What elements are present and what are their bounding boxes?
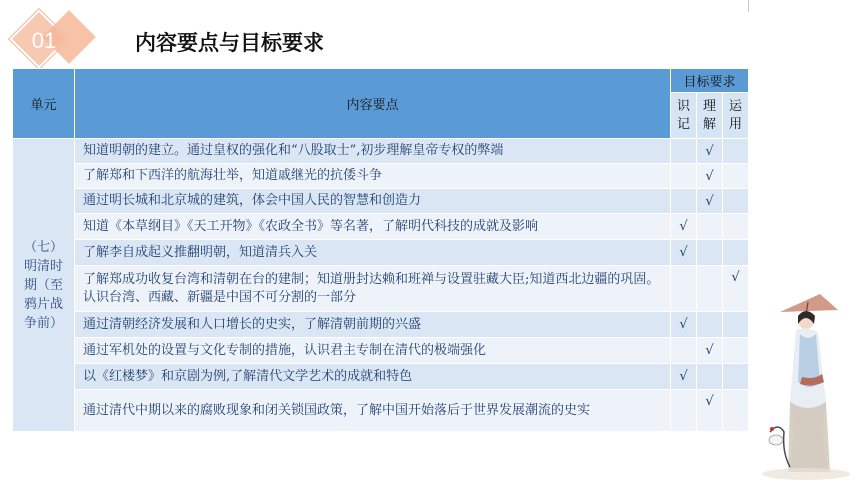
- mark-yunyong: [723, 338, 749, 364]
- table-row: [13, 164, 749, 189]
- table-row: [13, 240, 749, 266]
- mark-lijie: [697, 214, 723, 240]
- mark-shiji: √: [671, 240, 697, 266]
- mark-shiji: [671, 139, 697, 164]
- header-level-shiji: 识记: [671, 93, 697, 139]
- mark-lijie: √: [697, 164, 723, 189]
- page-title: 内容要点与目标要求: [135, 31, 324, 55]
- content-cell: 通过明长城和北京城的建筑，体会中国人民的智慧和创造力: [75, 189, 671, 214]
- content-cell: 了解郑和下西洋的航海壮举，知道戚继光的抗倭斗争: [75, 164, 671, 189]
- mark-shiji: √: [671, 364, 697, 390]
- mark-shiji: √: [671, 312, 697, 338]
- table-row: [13, 214, 749, 240]
- mark-yunyong: [723, 312, 749, 338]
- table-row: [13, 312, 749, 338]
- content-cell: 知道明朝的建立。通过皇权的强化和“八股取士”,初步理解皇帝专权的弊端: [75, 139, 671, 164]
- mark-shiji: [671, 266, 697, 312]
- mark-lijie: √: [697, 390, 723, 432]
- table-row: [13, 364, 749, 390]
- mark-yunyong: [723, 189, 749, 214]
- unit-label: （七）明清时期（至鸦片战争前）: [13, 139, 75, 432]
- content-cell: 通过军机处的设置与文化专制的措施，认识君主专制在清代的极端强化: [75, 338, 671, 364]
- header-goal: 目标要求: [671, 69, 749, 93]
- content-cell: 通过清代中期以来的腐败现象和闭关锁国政策，了解中国开始落后于世界发展潮流的史实: [75, 390, 671, 432]
- mark-yunyong: √: [723, 266, 749, 312]
- decorative-lady-figure-illustration: [760, 282, 852, 482]
- content-cell: 了解李自成起义推翻明朝，知道清兵入关: [75, 240, 671, 266]
- table-row: [13, 266, 749, 312]
- header-level-lijie: 理解: [697, 93, 723, 139]
- mark-lijie: [697, 312, 723, 338]
- content-cell: 以《红楼梦》和京剧为例,了解清代文学艺术的成就和特色: [75, 364, 671, 390]
- header-level-yunyong: 运用: [723, 93, 749, 139]
- section-badge: [8, 8, 108, 68]
- content-cell: 通过清朝经济发展和人口增长的史实，了解清朝前期的兴盛: [75, 312, 671, 338]
- mark-shiji: [671, 164, 697, 189]
- header-unit: 单元: [13, 69, 75, 139]
- mark-lijie: √: [697, 338, 723, 364]
- mark-shiji: [671, 390, 697, 432]
- mark-lijie: [697, 266, 723, 312]
- mark-yunyong: [723, 164, 749, 189]
- badge-number: 01: [31, 28, 57, 53]
- top-divider: [748, 0, 749, 12]
- mark-shiji: [671, 189, 697, 214]
- mark-yunyong: [723, 139, 749, 164]
- mark-lijie: √: [697, 189, 723, 214]
- mark-yunyong: [723, 364, 749, 390]
- content-cell: 了解郑成功收复台湾和清朝在台的建制；知道册封达赖和班禅与设置驻藏大臣;知道西北边疆的巩固。认识台湾、西藏、新疆是中国不可分割的一部分: [75, 266, 671, 312]
- mark-yunyong: [723, 390, 749, 432]
- mark-shiji: [671, 338, 697, 364]
- content-cell: 知道《本草纲目》《天工开物》《农政全书》等名著，了解明代科技的成就及影响: [75, 214, 671, 240]
- content-table: [12, 68, 749, 432]
- mark-yunyong: [723, 214, 749, 240]
- mark-lijie: √: [697, 139, 723, 164]
- mark-yunyong: [723, 240, 749, 266]
- mark-lijie: [697, 364, 723, 390]
- mark-lijie: [697, 240, 723, 266]
- table-row: [13, 390, 749, 432]
- table-row: [13, 338, 749, 364]
- header-content: 内容要点: [75, 69, 671, 139]
- table-row: [13, 189, 749, 214]
- table-row: [13, 139, 749, 164]
- mark-shiji: √: [671, 214, 697, 240]
